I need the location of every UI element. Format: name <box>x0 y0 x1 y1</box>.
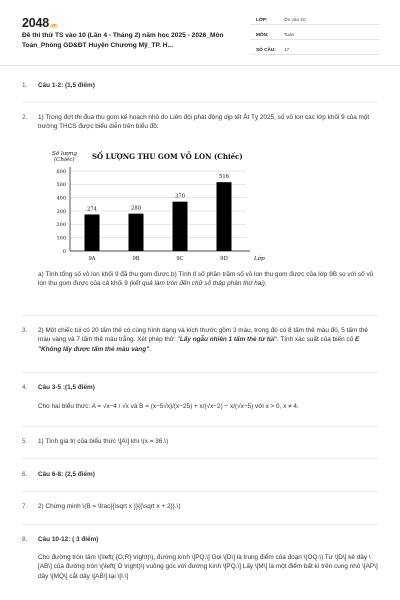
meta-value: 17 <box>284 47 290 52</box>
x-tick-label: 9D <box>220 256 228 262</box>
bar-value-label: 516 <box>219 174 229 181</box>
question-number: 7. <box>22 503 28 510</box>
question-text: 1) Tính giá trị của biểu thức \[A\] khi \(x = 36.\) <box>38 438 169 445</box>
divider <box>22 315 378 316</box>
question-text-part: 2) Một chiếc túi có 20 tấm thẻ có cùng hình dạng và kích thước gồm 3 màu, trong đó có 8 tấm thẻ màu đỏ, 5 tấm thẻ màu vàng và 7 tấm thẻ màu trắng. Xét phép thử: " <box>38 327 368 344</box>
x-axis-label: Lớp <box>254 256 265 262</box>
question-text-part: ". Tính xác suất của biến cố <box>274 336 355 344</box>
chart-svg <box>38 139 268 265</box>
bar-value-label: 280 <box>131 205 141 212</box>
x-tick-label: 9A <box>88 256 96 262</box>
y-tick-label: 500 <box>56 182 66 189</box>
y-tick-label: 400 <box>56 195 66 202</box>
meta-value: Toán <box>284 32 295 37</box>
question-item <box>22 81 382 91</box>
question-text: 1) Trong đợt thi đua thu gom kế hoạch nhỏ do Liên đội phát động dịp tết Ất Tỵ 2025, số vỏ lon các lớp khối 9 của một trường THCS được biểu diễn trên biểu đồ: <box>38 114 370 131</box>
question-emphasis: E "Không lấy được tấm thẻ màu vàng" <box>38 336 360 353</box>
bar-value-label: 274 <box>87 206 97 213</box>
question-number: 4. <box>22 384 28 391</box>
meta-row-class <box>250 13 380 25</box>
divider <box>22 524 378 525</box>
question-note: (kết quả làm tròn đến chữ số thập phân thứ hai). <box>129 280 267 288</box>
question-item <box>22 502 382 512</box>
question-text: Cho đường tròn tâm \(\left( {O;R} \right)\), đường kính \[PQ.\] Gọi \[D\] là trung điểm của đoạn \(OQ.\) Từ \[D\] kẻ dây \[AB\] của đường tròn \(\left( O \right)\) vuông góc với đường kính \[PQ.\] Lấy \[M\] là một điểm bất kì trên cung nhỏ \[AP\] dây \[MQ\] cắt dây \[AB\] tại \[I.\] <box>38 554 378 580</box>
question-item-continued <box>22 270 382 310</box>
document-title: Đề thi thử TS vào 10 (Lần 4 - Tháng 2) năm học 2025 - 2026_Môn Toán_Phòng GD&ĐT Huyện Chương Mỹ_TP. H... <box>22 32 224 50</box>
divider <box>22 426 378 427</box>
divider <box>22 491 378 492</box>
meta-row-subject <box>250 28 380 40</box>
question-number: 5. <box>22 438 28 445</box>
y-tick-label: 0 <box>62 248 66 255</box>
question-item <box>22 383 382 393</box>
question-number: 2. <box>22 114 28 121</box>
x-tick-label: 9B <box>132 256 140 262</box>
question-subtext <box>22 553 382 599</box>
divider <box>22 102 378 103</box>
question-text-part: . <box>149 345 151 353</box>
question-number: 6. <box>22 471 28 478</box>
meta-label: MÔN: <box>256 32 269 37</box>
chart-bar <box>173 202 188 251</box>
question-text: Câu 1-2: (1,5 điểm) <box>38 82 95 89</box>
y-axis-label: Số lượng <box>52 151 77 157</box>
page-header <box>0 0 400 66</box>
question-item <box>22 470 382 480</box>
meta-value: Ôn vào 10 <box>284 17 306 22</box>
divider <box>22 458 378 459</box>
y-tick-label: 600 <box>56 168 66 175</box>
meta-label: SỐ CÂU: <box>256 47 276 52</box>
question-number: 1. <box>22 82 28 89</box>
question-text-part: a) Tính tổng số vỏ lon khối 9 đã thu gom được.b) Tính tỉ số phần trăm số vỏ lon thu gom được của lớp 9B so với số vỏ lon thu gom được của cả khối 9 <box>38 271 374 288</box>
question-item <box>22 437 382 447</box>
logo[interactable] <box>22 14 57 32</box>
question-subtext <box>22 402 382 414</box>
chart-bar <box>85 214 100 251</box>
y-tick-label: 100 <box>56 235 66 242</box>
question-text: 2) Chứng minh \(B = \frac{{\sqrt x }}{{\sqrt x + 2}}.\) <box>38 503 181 510</box>
chart-bar <box>217 182 232 251</box>
logo-main: 2048 <box>22 16 50 30</box>
y-axis-label: (Chiếc) <box>54 157 75 163</box>
question-text: Cho hai biểu thức: A = √x−4 / √x và B = (x−5√x)/(x−25) + x/(√x−2) − x/(√x−5) với x > 0, x ≠ 4. <box>38 403 299 410</box>
x-tick-label: 9C <box>176 256 184 262</box>
meta-row-count <box>250 43 380 55</box>
question-number: 8. <box>22 536 28 543</box>
question-text <box>38 270 378 289</box>
meta-label: LỚP: <box>256 17 268 22</box>
divider <box>22 372 378 373</box>
question-text: Câu 6-8: (2,5 điểm) <box>38 471 95 478</box>
question-item <box>22 326 382 366</box>
question-text <box>38 326 378 354</box>
bar-value-label: 370 <box>175 193 185 200</box>
question-item <box>22 535 382 545</box>
question-number: 3. <box>22 327 28 334</box>
chart-bar <box>129 214 144 251</box>
question-emphasis: Lấy ngẫu nhiên 1 tấm thẻ từ túi <box>179 336 275 344</box>
y-tick-label: 300 <box>56 208 66 215</box>
question-text: Câu 3-5 :(1,5 điểm) <box>38 384 95 391</box>
bar-chart <box>38 139 268 265</box>
chart-title: SỐ LƯỢNG THU GOM VỎ LON (Chiếc) <box>92 152 243 161</box>
question-text: Câu 10-12: ( 3 điểm) <box>38 536 99 543</box>
y-tick-label: 200 <box>56 222 66 229</box>
logo-sub: .vn <box>50 23 57 29</box>
